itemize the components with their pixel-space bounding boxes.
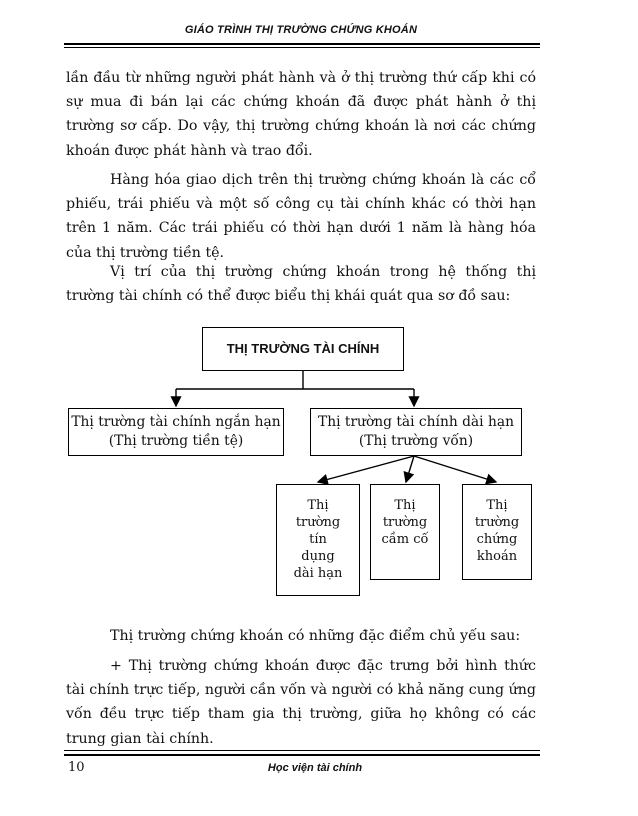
securities-line: Thị <box>486 498 508 513</box>
paragraph-2: Hàng hóa giao dịch trên thị trường chứng khoán là các cổ phiếu, trái phiếu và một số công cụ tài chính khác có thời hạn trên 1 năm. Các trái phiếu có thời hạn dưới 1 năm là hàng hóa của thị trường tiền tệ. <box>66 172 536 261</box>
long-term-title: Thị trường tài chính dài hạn <box>318 414 514 430</box>
short-term-subtitle: (Thị trường tiền tệ) <box>108 433 244 449</box>
credit-line: dụng <box>301 549 335 564</box>
credit-line: Thị <box>307 498 329 513</box>
securities-line: chứng <box>476 532 518 547</box>
footer-rule <box>64 754 540 756</box>
diagram-root-box: THỊ TRƯỜNG TÀI CHÍNH <box>202 327 404 371</box>
diagram-long-term-box <box>310 408 522 456</box>
credit-line: tín <box>309 532 327 547</box>
diagram-short-term-box <box>68 408 284 456</box>
diagram-mortgage-box <box>370 484 440 580</box>
mortgage-line: trường <box>382 515 428 530</box>
long-term-subtitle: (Thị trường vốn) <box>358 433 474 449</box>
page-number: 10 <box>68 760 85 775</box>
mortgage-line: Thị <box>394 498 416 513</box>
short-term-title: Thị trường tài chính ngắn hạn <box>71 414 281 430</box>
mortgage-line: cầm cố <box>381 532 429 547</box>
securities-line: trường <box>474 515 520 530</box>
footer-rule-thin <box>64 750 540 751</box>
paragraph-3: Vị trí của thị trường chứng khoán trong hệ thống thị trường tài chính có thể được biểu thị khái quát qua sơ đồ sau: <box>66 264 536 305</box>
securities-line: khoán <box>476 549 518 564</box>
paragraph-4: Thị trường chứng khoán có những đặc điểm chủ yếu sau: <box>110 628 521 644</box>
diagram-securities-box <box>462 484 532 580</box>
footer-publisher: Học viện tài chính <box>267 762 363 774</box>
paragraph-1: lần đầu từ những người phát hành và ở thị trường thứ cấp khi có sự mua đi bán lại các chứng khoán đã được phát hành ở thị trường sơ cấp. Do vậy, thị trường chứng khoán là nơi các chứng khoán được phát hành và trao đổi. <box>66 70 536 159</box>
credit-line: dài hạn <box>293 566 343 581</box>
paragraph-5: + Thị trường chứng khoán được đặc trưng bởi hình thức tài chính trực tiếp, người cần vốn và người có khả năng cung ứng vốn đều trực tiếp tham gia thị trường, giữa họ không có các trung gian tài chính. <box>66 658 536 747</box>
credit-line: trường <box>295 515 341 530</box>
diagram-credit-box <box>276 484 360 596</box>
running-header: GIÁO TRÌNH THỊ TRƯỜNG CHỨNG KHOÁN <box>184 24 418 36</box>
